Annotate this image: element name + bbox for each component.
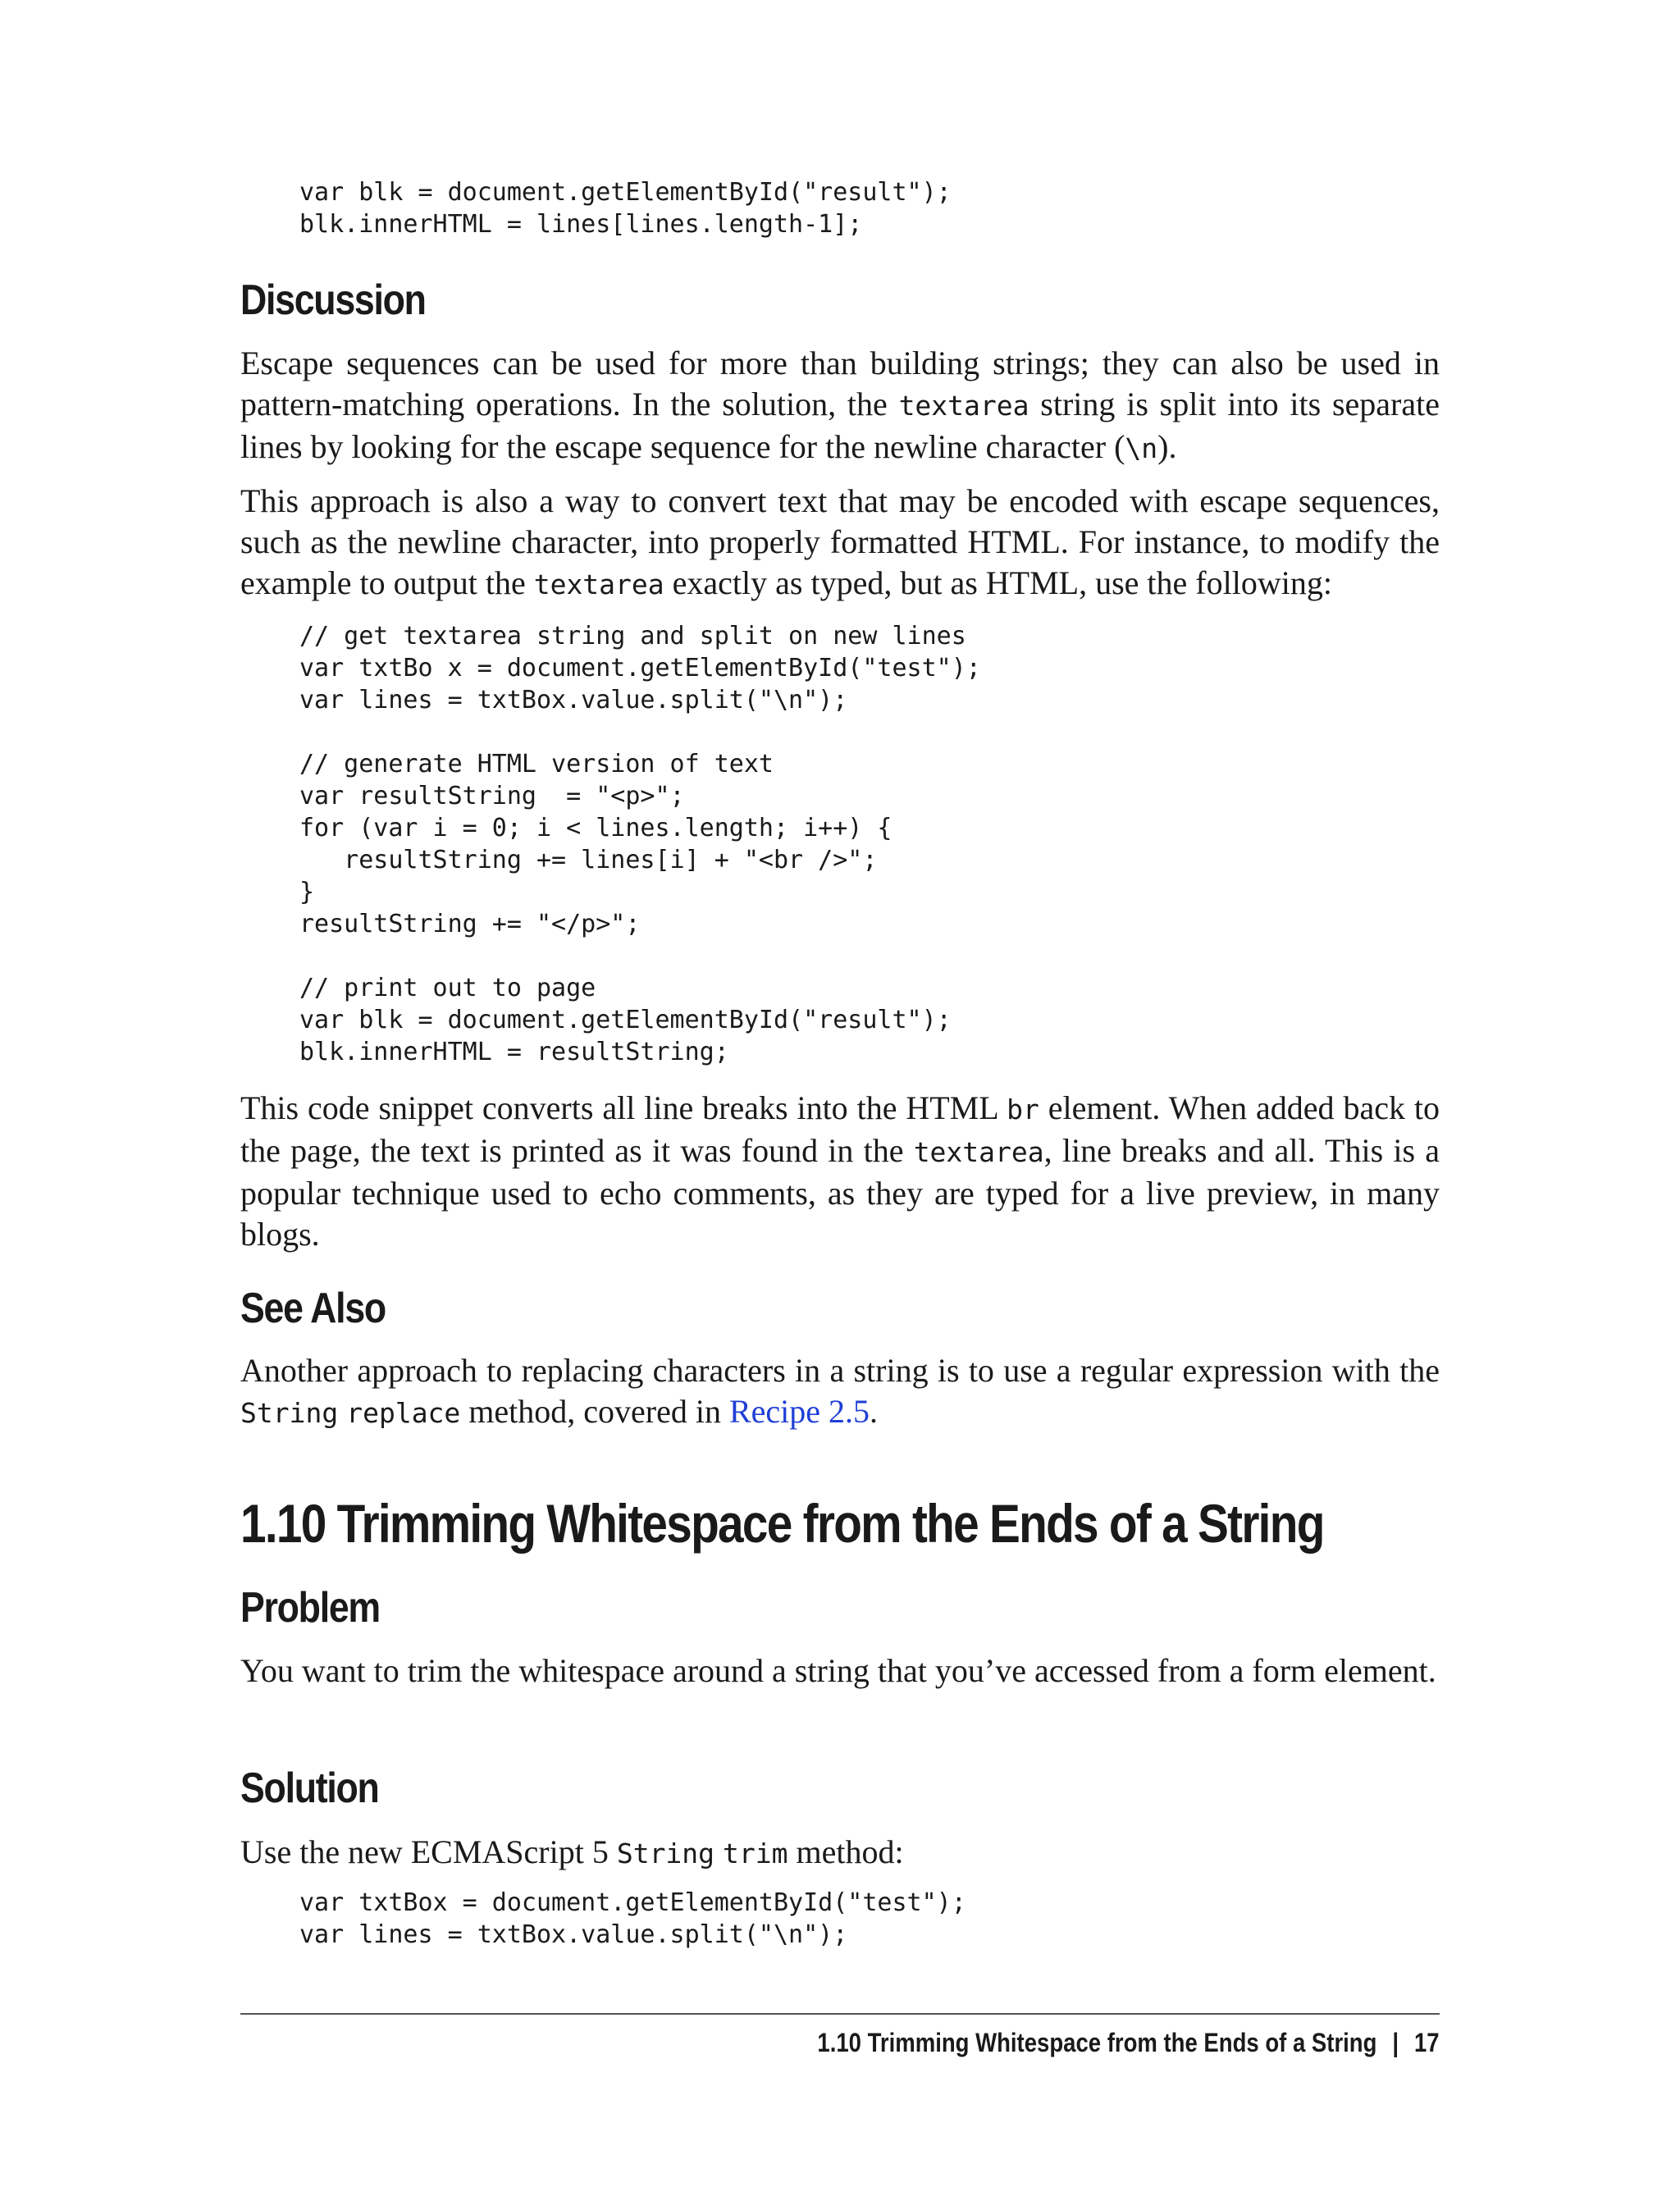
discussion-paragraph-3 [240,1088,1440,1255]
discussion-paragraph-2 [240,481,1440,605]
section-title-block [240,1493,1440,1554]
top-code-block [240,176,1440,240]
book-page [240,0,1440,2205]
problem-paragraph [240,1650,1440,1691]
page-footer [818,2026,1440,2059]
solution-heading: Solution [240,1764,379,1812]
inline-code: br [1007,1093,1039,1125]
text-run: string is split into its separate lines by looking for the escape sequence for the newline character ( [240,386,1440,465]
text-run: exactly as typed, but as HTML, use the following: [664,564,1332,601]
inline-code: textarea [913,1136,1044,1168]
code-line: var blk = document.getElementById("result"); [299,178,952,207]
see-also-paragraph [240,1350,1440,1434]
see-also-section [240,1284,1440,1333]
solution-paragraph [240,1832,1440,1874]
inline-code: textarea [533,568,664,600]
section-title: 1.10 Trimming Whitespace from the Ends of a String [240,1493,1324,1554]
footer-separator: | [1392,2028,1399,2057]
text-run: element. When added back to the page, the text is printed as it was found in the [240,1089,1440,1169]
inline-code: replace [346,1397,461,1429]
running-title: 1.10 Trimming Whitespace from the Ends of a String [817,2028,1377,2057]
problem-section [240,1583,1440,1632]
code-line: blk.innerHTML = lines[lines.length-1]; [299,210,863,239]
code-listing: // get textarea string and split on new lines var txtBo x = document.getElementById("test"); var lines = txtBox.value.split("\n"); // generate HTML version of text var resultString = "<p>"; for (var i = 0; i < lines.length; i++) { resultString += lines[i] + "<br />"; } resultString += "</p>"; // print out to page var blk = document.getElementById("result"); blk.innerHTML = resultString; [299,622,981,1066]
text-run: . [870,1393,879,1430]
recipe-link[interactable]: Recipe 2.5 [728,1393,870,1430]
discussion-code-block [240,620,1440,1068]
code-listing: var txtBox = document.getElementById("test"); var lines = txtBox.value.split("\n"); [299,1888,966,1949]
see-also-heading: See Also [240,1285,386,1332]
inline-code: \n [1125,432,1158,464]
inline-code: textarea [898,390,1029,422]
problem-text: You want to trim the whitespace around a string that you’ve accessed from a form element. [240,1652,1436,1689]
footer-divider [240,2013,1440,2015]
text-run: Escape sequences can be used for more than building strings; they can also be used in pattern-matching operations. In the solution, the [240,345,1440,422]
inline-code: String [616,1838,715,1869]
problem-heading: Problem [240,1584,380,1632]
text-run: method: [788,1833,904,1870]
text-run: Another approach to replacing characters in a string is to use a regular expression with the [240,1352,1440,1389]
discussion-heading: Discussion [240,276,426,324]
inline-code: trim [723,1838,788,1869]
text-run: ). [1157,428,1177,465]
solution-section [240,1764,1440,1813]
text-run: method, covered in [460,1393,729,1430]
solution-code-block [240,1887,1440,1951]
discussion-paragraph-1 [240,343,1440,469]
inline-code: String [240,1397,339,1429]
text-run: This approach is also a way to convert text that may be encoded with escape sequences, such as the newline character, into properly formatted HTML. For instance, to modify the example to output the [240,482,1440,601]
text-run: , line breaks and all. This is a popular technique used to echo comments, as they are typed for a live preview, in many blogs. [240,1132,1440,1253]
text-run: Use the new ECMAScript 5 [240,1833,617,1870]
discussion-section [240,276,1440,325]
page-number: 17 [1414,2028,1440,2057]
text-run: This code snippet converts all line breaks into the HTML [240,1089,1007,1126]
